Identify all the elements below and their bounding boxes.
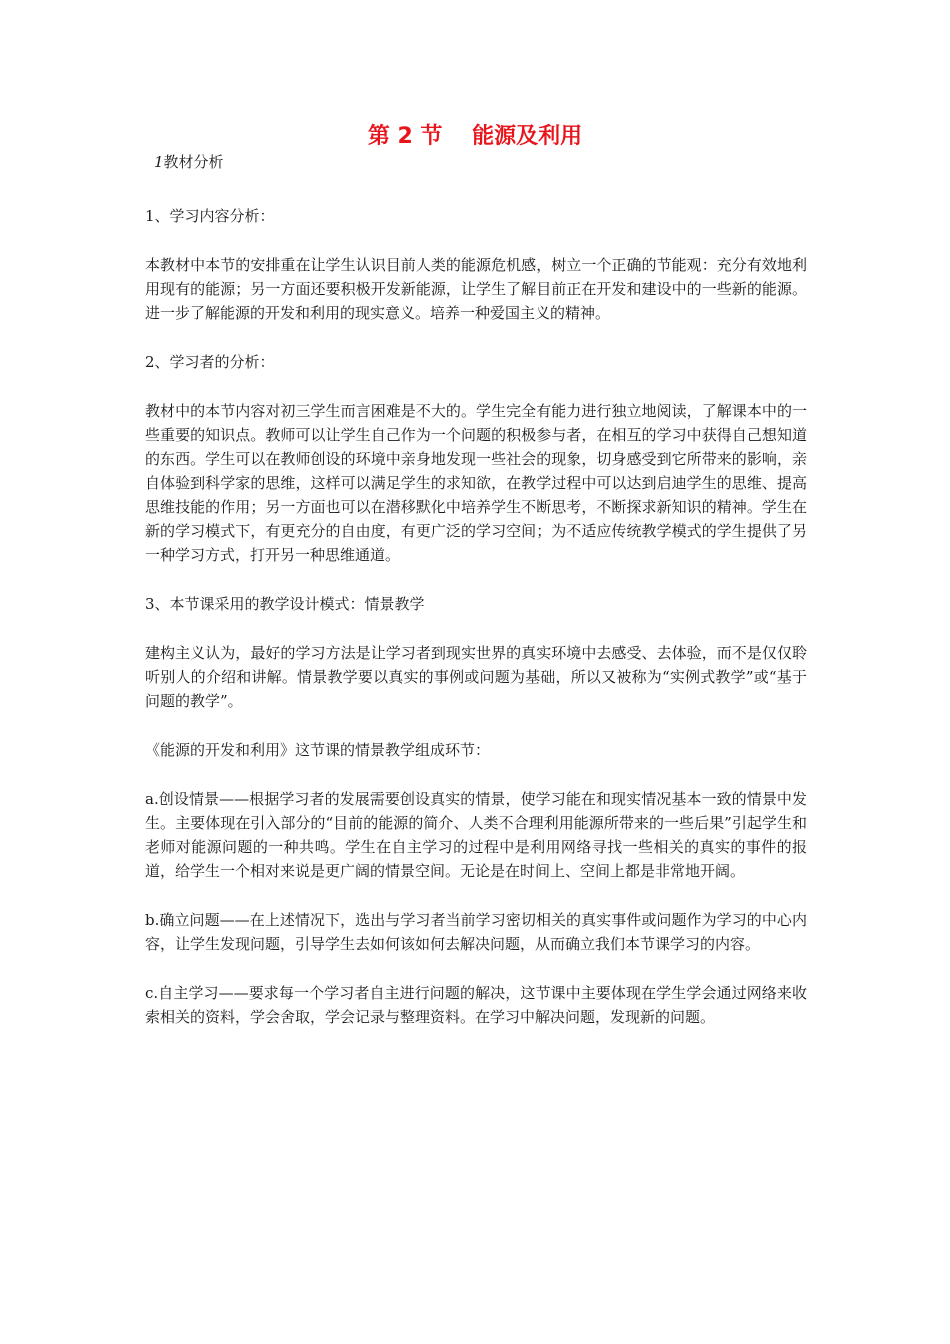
- paragraph-step-a: a.创设情景——根据学习者的发展需要创设真实的情景，使学习能在和现实情况基本一致的情景中发生。主要体现在引入部分的“目前的能源的简介、人类不合理利用能源所带来的一些后果”引起学生和老师对能源问题的一种共鸣。学生在自主学习的过程中是利用网络寻找一些相关的真实的事件的报道，给学生一个相对来说是更广阔的情景空间。无论是在时间上、空间上都是非常地开阔。: [145, 790, 807, 880]
- heading-learner-analysis: 2、学习者的分析：: [145, 353, 275, 371]
- section-heading: [154, 150, 224, 174]
- section-number: 1: [154, 153, 164, 171]
- page-title: 第 2 节 能源及利用: [367, 124, 583, 149]
- heading-design-mode: 3、本节课采用的教学设计模式：情景教学: [145, 595, 425, 613]
- paragraph-lesson-steps: 《能源的开发和利用》这节课的情景教学组成环节：: [145, 741, 491, 759]
- paragraph-step-b: b.确立问题——在上述情况下，选出与学习者当前学习密切相关的真实事件或问题作为学习的中心内容，让学生发现问题，引导学生去如何该如何去解决问题，从而确立我们本节课学习的内容。: [145, 911, 807, 953]
- paragraph-step-c: c.自主学习——要求每一个学习者自主进行问题的解决，这节课中主要体现在学生学会通过网络来收索相关的资料，学会舍取，学会记录与整理资料。在学习中解决问题，发现新的问题。: [145, 984, 807, 1026]
- paragraph-constructivism: 建构主义认为，最好的学习方法是让学习者到现实世界的真实环境中去感受、去体验，而不是仅仅聆听别人的介绍和讲解。情景教学要以真实的事例或问题为基础，所以又被称为“实例式教学”或“基于问题的教学”。: [145, 644, 807, 710]
- paragraph-learner-analysis: 教材中的本节内容对初三学生而言困难是不大的。学生完全有能力进行独立地阅读，了解课本中的一些重要的知识点。教师可以让学生自己作为一个问题的积极参与者，在相互的学习中获得自己想知道的东西。学生可以在教师创设的环境中亲身地发现一些社会的现象，切身感受到它所带来的影响，亲自体验到科学家的思维，这样可以满足学生的求知欲，在教学过程中可以达到启迪学生的思维、提高思维技能的作用；另一方面也可以在潜移默化中培养学生不断思考，不断探求新知识的精神。学生在新的学习模式下，有更充分的自由度，有更广泛的学习空间；为不适应传统教学模式的学生提供了另一种学习方式，打开另一种思维通道。: [145, 402, 807, 564]
- document-body: [145, 204, 807, 1054]
- paragraph-learning-content: 本教材中本节的安排重在让学生认识目前人类的能源危机感，树立一个正确的节能观：充分有效地利用现有的能源；另一方面还要积极开发新能源，让学生了解目前正在开发和建设中的一些新的能源。进一步了解能源的开发和利用的现实意义。培养一种爱国主义的精神。: [145, 256, 807, 322]
- heading-learning-content: 1、学习内容分析：: [145, 207, 275, 225]
- section-label: 教材分析: [163, 153, 224, 171]
